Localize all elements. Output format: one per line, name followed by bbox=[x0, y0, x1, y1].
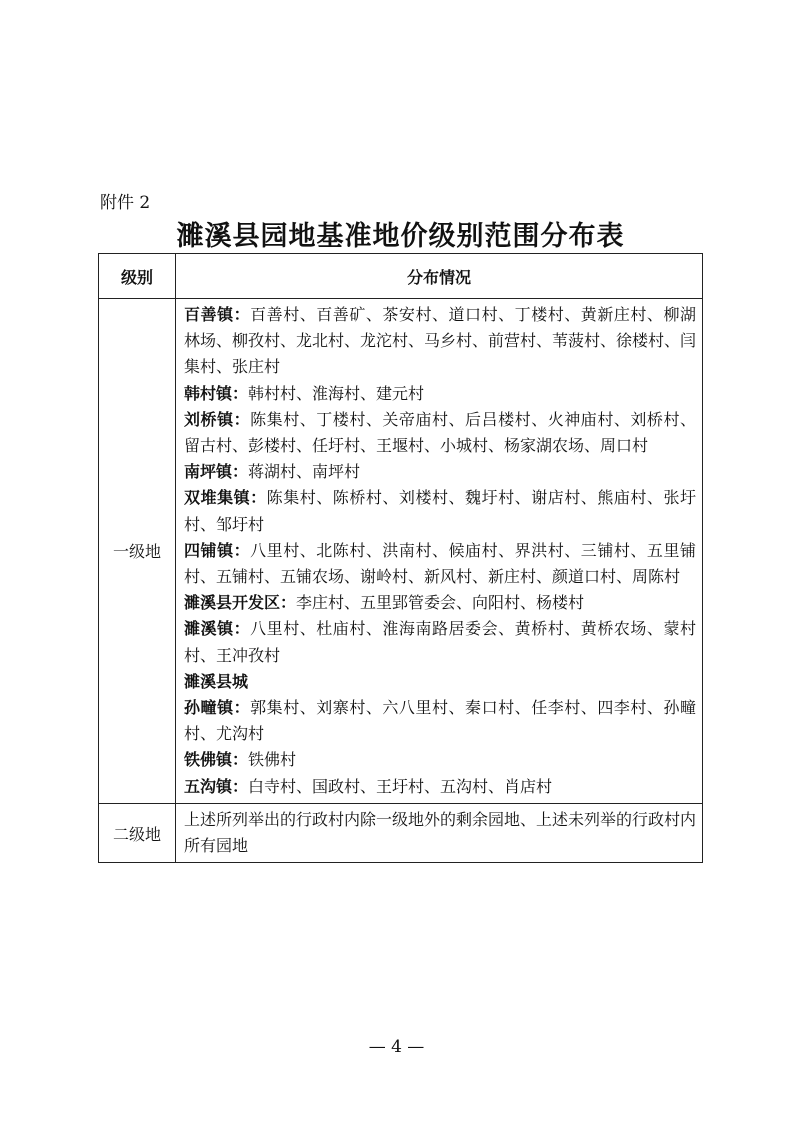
village-list: 陈集村、陈桥村、刘楼村、魏圩村、谢店村、熊庙村、张圩村、邹圩村 bbox=[184, 488, 696, 534]
town-name: 南坪镇： bbox=[184, 462, 249, 482]
town-name: 韩村镇： bbox=[184, 383, 249, 403]
level-header: 级别 bbox=[99, 254, 176, 299]
village-list: 八里村、杜庙村、淮海南路居委会、黄桥村、黄桥农场、蒙村村、王冲孜村 bbox=[184, 619, 696, 665]
town-name: 濉溪县开发区： bbox=[184, 593, 297, 613]
list-item bbox=[184, 695, 696, 747]
town-name: 百善镇： bbox=[184, 305, 251, 324]
town-name: 铁佛镇： bbox=[184, 750, 249, 770]
table-row-level-2 bbox=[99, 803, 703, 862]
table-row-level-1 bbox=[99, 299, 703, 804]
town-name: 孙疃镇： bbox=[184, 698, 251, 718]
table-header-row bbox=[99, 254, 703, 299]
village-list: 蒋湖村、南坪村 bbox=[248, 462, 361, 482]
page-number: — 4 — bbox=[368, 1037, 425, 1057]
distribution-cell bbox=[176, 299, 703, 804]
village-list: 陈集村、丁楼村、关帝庙村、后吕楼村、火神庙村、刘桥村、留古村、彭楼村、任圩村、王堰村、小城村、杨家湖农场、周口村 bbox=[184, 409, 696, 456]
list-item bbox=[184, 747, 696, 773]
village-list: 李庄村、五里郢管委会、向阳村、杨楼村 bbox=[296, 593, 585, 613]
town-name: 四铺镇： bbox=[184, 540, 251, 560]
attachment-label: 附件 2 bbox=[100, 193, 151, 213]
list-item bbox=[184, 381, 696, 407]
town-name: 五沟镇： bbox=[184, 776, 249, 796]
list-item bbox=[184, 616, 696, 668]
distribution-cell: 上述所列举出的行政村内除一级地外的剩余园地、上述未列举的行政村内所有园地 bbox=[176, 803, 703, 862]
list-item bbox=[184, 485, 696, 537]
village-list: 郭集村、刘寨村、六八里村、秦口村、任李村、四李村、孙疃村、尤沟村 bbox=[184, 698, 696, 744]
level-cell: 一级地 bbox=[99, 299, 176, 804]
village-list: 韩村村、淮海村、建元村 bbox=[248, 383, 425, 403]
document-title: 濉溪县园地基准地价级别范围分布表 bbox=[176, 221, 625, 252]
list-item bbox=[184, 669, 696, 695]
town-name: 刘桥镇： bbox=[184, 409, 251, 429]
distribution-table bbox=[98, 253, 703, 863]
level-cell: 二级地 bbox=[99, 803, 176, 862]
list-item bbox=[184, 407, 696, 459]
village-list: 白寺村、国政村、王圩村、五沟村、肖店村 bbox=[248, 776, 553, 796]
list-item bbox=[184, 302, 696, 381]
town-name: 双堆集镇： bbox=[184, 488, 267, 508]
distribution-header: 分布情况 bbox=[176, 254, 703, 299]
list-item bbox=[184, 774, 696, 800]
village-list: 百善村、百善矿、茶安村、道口村、丁楼村、黄新庄村、柳湖林场、柳孜村、龙北村、龙沱村、马乡村、前营村、苇菠村、徐楼村、闫集村、张庄村 bbox=[184, 305, 697, 377]
village-list: 铁佛村 bbox=[248, 750, 297, 770]
list-item bbox=[184, 590, 696, 616]
village-list: 八里村、北陈村、洪南村、候庙村、界洪村、三铺村、五里铺村、五铺村、五铺农场、谢岭村、新风村、新庄村、颜道口村、周陈村 bbox=[184, 540, 696, 587]
list-item bbox=[184, 538, 696, 590]
town-name: 濉溪县城 bbox=[184, 671, 249, 691]
town-name: 濉溪镇： bbox=[184, 619, 251, 639]
list-item bbox=[184, 459, 696, 485]
